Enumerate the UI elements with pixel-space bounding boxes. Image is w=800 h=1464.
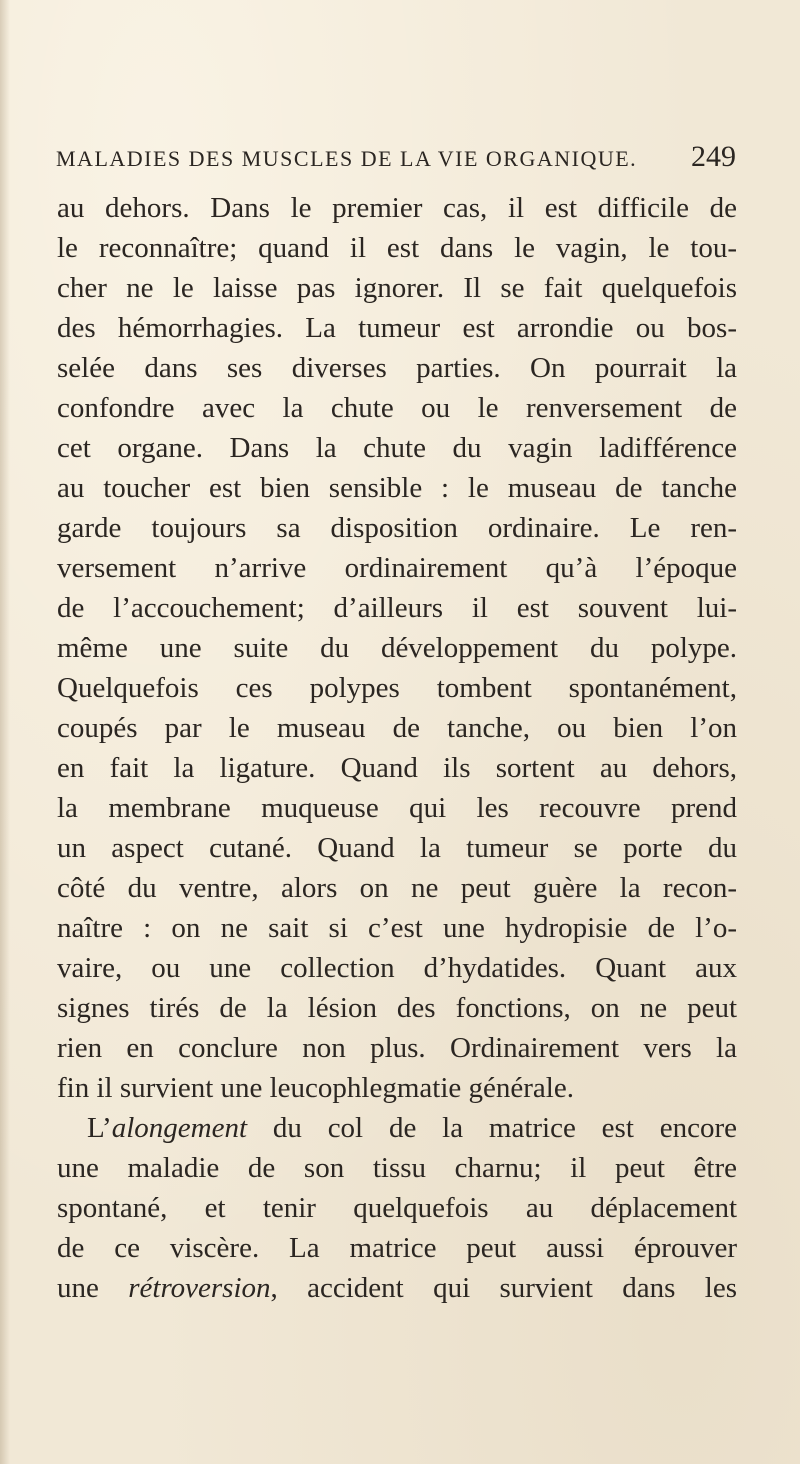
text-line: côté du ventre, alors on ne peut guère la recon- [57,872,737,904]
paragraph-2-line-5-rest: , accident qui survient dans les [270,1272,737,1304]
running-head [56,136,736,176]
text-line: le reconnaître; quand il est dans le vagin, le tou- [57,232,737,264]
text-line: signes tirés de la lésion des fonctions, on ne peut [57,992,737,1024]
text-line: vaire, ou une collection d’hydatides. Quant aux [57,952,737,984]
page-gutter-shadow [0,0,10,1464]
text-line: versement n’arrive ordinairement qu’à l’époque [57,552,737,584]
text-line: un aspect cutané. Quand la tumeur se porte du [57,832,737,864]
text-line: rien en conclure non plus. Ordinairement vers la [57,1032,737,1064]
text-line: des hémorrhagies. La tumeur est arrondie ou bos- [57,312,737,344]
text-line: même une suite du développement du polype. [57,632,737,664]
running-title: MALADIES DES MUSCLES DE LA VIE ORGANIQUE. [56,146,638,171]
body-text [57,188,737,1308]
text-line: une maladie de son tissu charnu; il peut être [57,1152,737,1184]
text-line: confondre avec la chute ou le renversement de [57,392,737,424]
text-line: au toucher est bien sensible : le museau de tanche [57,472,737,504]
page-number: 249 [691,140,736,173]
text-line: la membrane muqueuse qui les recouvre prend [57,792,737,824]
italic-term-retroversion: rétroversion [128,1272,271,1304]
text-line: en fait la ligature. Quand ils sortent au dehors, [57,752,737,784]
italic-term-alongement: alongement [111,1112,248,1144]
text-line: de l’accouchement; d’ailleurs il est souvent lui- [57,592,737,624]
paragraph-2-line-1 [57,1108,737,1148]
text-line: coupés par le museau de tanche, ou bien l’on [57,712,737,744]
text-line: selée dans ses diverses parties. On pourrait la [57,352,737,384]
paragraph-2-line-1-rest: du col de la matrice est encore [247,1112,737,1144]
text-line: cet organe. Dans la chute du vagin ladifférence [57,432,737,464]
text-line: spontané, et tenir quelquefois au déplacement [57,1192,737,1224]
text-line: naître : on ne sait si c’est une hydropisie de l’o- [57,912,737,944]
paragraph-2-line-5-start: une [57,1272,129,1304]
paragraph-2-article: L’ [87,1112,112,1144]
text-line: de ce viscère. La matrice peut aussi éprouver [57,1232,737,1264]
text-line: au dehors. Dans le premier cas, il est difficile de [57,192,737,224]
text-line: garde toujours sa disposition ordinaire. Le ren- [57,512,737,544]
text-line: cher ne le laisse pas ignorer. Il se fait quelquefois [57,272,737,304]
text-line: Quelquefois ces polypes tombent spontanément, [57,672,737,704]
paragraph-2-line-5 [57,1268,737,1308]
text-line: fin il survient une leucophlegmatie générale. [57,1072,574,1104]
